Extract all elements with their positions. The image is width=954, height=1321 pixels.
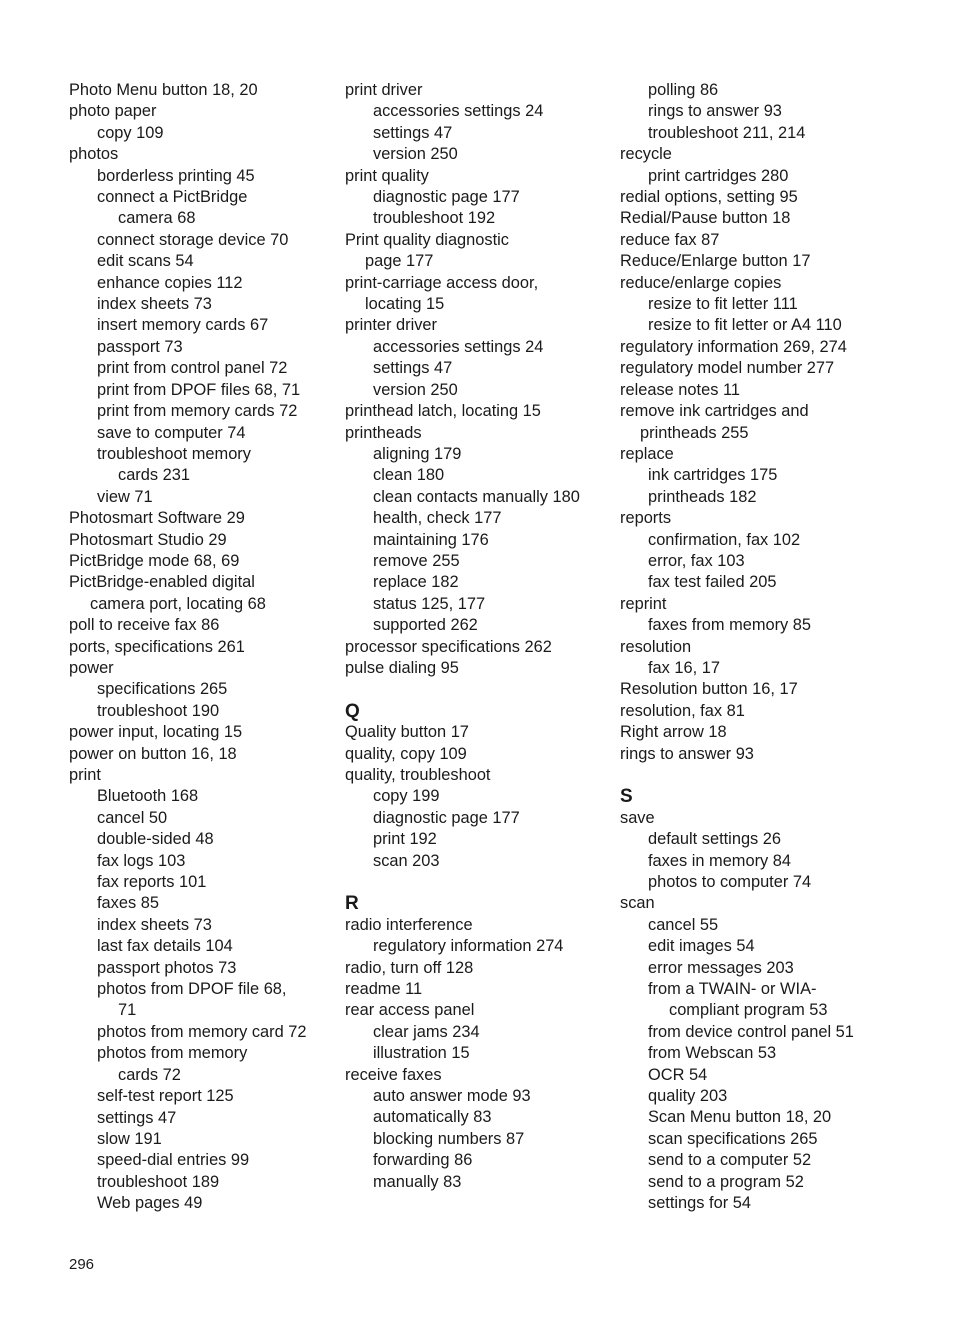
index-entry: power	[69, 658, 114, 677]
index-entry: remove ink cartridges and	[620, 402, 809, 421]
index-entry: power on button 16, 18	[69, 744, 237, 763]
index-subentry: edit images 54	[648, 937, 755, 956]
index-subentry: send to a program 52	[648, 1172, 804, 1191]
index-subentry: photos from memory card 72	[97, 1022, 307, 1041]
index-entry: print	[69, 766, 101, 784]
index-subentry: maintaining 176	[373, 530, 489, 549]
section-spacer	[345, 679, 615, 700]
index-subentry: error messages 203	[648, 958, 794, 977]
index-subentry: troubleshoot 190	[97, 701, 220, 720]
index-subentry: accessories settings 24	[373, 102, 544, 121]
index-subentry: replace 182	[373, 573, 459, 592]
index-entry: photos	[69, 145, 119, 164]
index-entry: printer driver	[345, 316, 437, 335]
index-subentry: default settings 26	[648, 830, 782, 849]
index-subentry: self-test report 125	[97, 1087, 234, 1106]
index-subentry: confirmation, fax 102	[648, 530, 801, 549]
section-letter-heading: S	[620, 786, 633, 808]
index-entry: printhead latch, locating 15	[345, 402, 541, 421]
index-entry: quality, troubleshoot	[345, 765, 491, 784]
index-entry: radio interference	[345, 915, 473, 934]
index-column-2	[345, 80, 615, 1193]
section-letter-heading: Q	[345, 700, 360, 722]
index-subentry: settings 47	[373, 359, 453, 378]
index-subentry: manually 83	[373, 1172, 462, 1191]
index-entry: ports, specifications 261	[69, 637, 245, 656]
index-subentry: send to a computer 52	[648, 1151, 812, 1170]
index-subentry: fax reports 101	[97, 873, 207, 892]
index-subentry: edit scans 54	[97, 252, 194, 271]
index-subentry: polling 86	[648, 81, 719, 99]
index-entry: Right arrow 18	[620, 723, 727, 742]
index-subentry: from device control panel 51	[648, 1022, 854, 1041]
index-entry: printheads	[345, 423, 422, 442]
index-subentry: clean contacts manually 180	[373, 487, 580, 506]
index-subentry: illustration 15	[373, 1044, 470, 1063]
index-subentry: automatically 83	[373, 1108, 492, 1127]
index-subentry: version 250	[373, 145, 458, 164]
index-subentry: print cartridges 280	[648, 166, 789, 185]
index-subentry: photos to computer 74	[648, 873, 812, 892]
index-subentry: passport photos 73	[97, 958, 237, 977]
index-subentry: passport 73	[97, 337, 183, 356]
index-subentry: cards 231	[118, 466, 190, 485]
index-entry: Photo Menu button 18, 20	[69, 81, 258, 99]
index-entry: resolution	[620, 637, 692, 656]
index-subentry: clean 180	[373, 466, 445, 485]
index-subentry: faxes from memory 85	[648, 616, 812, 635]
index-subentry: save to computer 74	[97, 423, 246, 442]
index-subentry: print from DPOF files 68, 71	[97, 380, 301, 399]
index-subentry: faxes 85	[97, 894, 159, 913]
index-entry: release notes 11	[620, 380, 740, 399]
index-subentry: regulatory information 274	[373, 937, 564, 956]
index-subentry: specifications 265	[97, 680, 228, 699]
index-entry: Quality button 17	[345, 723, 469, 742]
index-subentry: print from memory cards 72	[97, 402, 298, 421]
index-subentry: photos from memory	[97, 1044, 248, 1063]
index-subentry: version 250	[373, 380, 458, 399]
index-entry: Photosmart Software 29	[69, 509, 245, 528]
index-subentry: diagnostic page 177	[373, 188, 520, 207]
index-subentry: scan 203	[373, 851, 440, 870]
index-subentry: auto answer mode 93	[373, 1087, 531, 1106]
index-subentry: clear jams 234	[373, 1022, 480, 1041]
section-spacer	[620, 765, 890, 786]
index-subentry: health, check 177	[373, 509, 502, 528]
index-entry: reports	[620, 509, 672, 528]
index-entry: power input, locating 15	[69, 723, 243, 742]
index-subentry: troubleshoot 192	[373, 209, 496, 228]
index-subentry: speed-dial entries 99	[97, 1151, 250, 1170]
index-subentry: compliant program 53	[669, 1001, 828, 1020]
index-subentry: Scan Menu button 18, 20	[648, 1108, 832, 1127]
index-subentry: Bluetooth 168	[97, 787, 199, 806]
index-entry: PictBridge-enabled digital	[69, 573, 255, 592]
index-subentry: faxes in memory 84	[648, 851, 792, 870]
index-subentry: enhance copies 112	[97, 273, 243, 292]
index-subentry: cancel 50	[97, 808, 168, 827]
index-entry: reprint	[620, 594, 667, 613]
index-entry: photo paper	[69, 102, 157, 121]
index-entry: quality, copy 109	[345, 744, 467, 763]
index-subentry: print 192	[373, 830, 437, 849]
index-subentry: index sheets 73	[97, 295, 212, 314]
index-subentry: last fax details 104	[97, 937, 233, 956]
section-spacer	[345, 872, 615, 893]
index-entry: regulatory model number 277	[620, 359, 835, 378]
index-subentry: troubleshoot memory	[97, 444, 251, 463]
index-subentry: quality 203	[648, 1087, 728, 1106]
index-subentry: Web pages 49	[97, 1194, 203, 1213]
page-number: 296	[69, 1256, 95, 1273]
index-entry: Redial/Pause button 18	[620, 209, 791, 228]
index-subentry: aligning 179	[373, 444, 462, 463]
index-subentry: from a TWAIN- or WIA-	[648, 980, 817, 999]
index-subentry: camera 68	[118, 209, 196, 228]
index-subentry: diagnostic page 177	[373, 808, 520, 827]
index-entry-continuation: camera port, locating 68	[90, 594, 266, 613]
index-entry: Reduce/Enlarge button 17	[620, 252, 811, 271]
index-subentry: copy 109	[97, 123, 164, 142]
section-letter-heading: R	[345, 893, 359, 915]
index-subentry: copy 199	[373, 787, 440, 806]
index-entry: print quality	[345, 166, 429, 185]
index-subentry: remove 255	[373, 551, 460, 570]
index-entry: redial options, setting 95	[620, 188, 798, 207]
index-entry: processor specifications 262	[345, 637, 552, 656]
index-entry: recycle	[620, 145, 672, 164]
index-entry: replace	[620, 444, 674, 463]
index-entry-continuation: locating 15	[365, 295, 445, 314]
index-subentry: fax 16, 17	[648, 658, 720, 677]
index-subentry: slow 191	[97, 1129, 162, 1148]
index-subentry: photos from DPOF file 68,	[97, 980, 287, 999]
index-entry: save	[620, 808, 655, 827]
index-subentry: ink cartridges 175	[648, 466, 778, 485]
index-subentry: rings to answer 93	[648, 102, 782, 121]
index-subentry: OCR 54	[648, 1065, 708, 1084]
index-subentry: troubleshoot 211, 214	[648, 123, 806, 142]
index-column-3	[620, 80, 890, 1215]
index-subentry: forwarding 86	[373, 1151, 473, 1170]
index-entry: print-carriage access door,	[345, 273, 539, 292]
index-subentry: settings 47	[97, 1108, 177, 1127]
index-entry: Photosmart Studio 29	[69, 530, 227, 549]
index-subentry: insert memory cards 67	[97, 316, 269, 335]
index-subentry: error, fax 103	[648, 551, 745, 570]
index-subentry: print from control panel 72	[97, 359, 288, 378]
index-subentry: settings 47	[373, 123, 453, 142]
index-subentry: printheads 182	[648, 487, 757, 506]
index-subentry: supported 262	[373, 616, 478, 635]
index-entry: pulse dialing 95	[345, 658, 459, 677]
index-entry: scan	[620, 894, 655, 913]
index-entry: PictBridge mode 68, 69	[69, 551, 240, 570]
index-subentry: fax logs 103	[97, 851, 186, 870]
index-subentry: double-sided 48	[97, 830, 214, 849]
index-entry: Resolution button 16, 17	[620, 680, 798, 699]
index-subentry: index sheets 73	[97, 915, 212, 934]
index-subentry: resize to fit letter 111	[648, 295, 798, 314]
index-entry: readme 11	[345, 980, 423, 999]
index-subentry: from Webscan 53	[648, 1044, 777, 1063]
index-subentry: fax test failed 205	[648, 573, 777, 592]
index-subentry: connect a PictBridge	[97, 188, 248, 207]
index-subentry: view 71	[97, 487, 153, 506]
index-entry: reduce fax 87	[620, 230, 720, 249]
index-subentry: settings for 54	[648, 1194, 751, 1213]
index-entry: reduce/enlarge copies	[620, 273, 782, 292]
index-column-1	[69, 80, 339, 1215]
index-entry: print driver	[345, 81, 423, 99]
index-entry: poll to receive fax 86	[69, 616, 220, 635]
index-subentry: resize to fit letter or A4 110	[648, 316, 842, 335]
index-entry: resolution, fax 81	[620, 701, 745, 720]
index-subentry: accessories settings 24	[373, 337, 544, 356]
index-subentry: scan specifications 265	[648, 1129, 818, 1148]
index-subentry: troubleshoot 189	[97, 1172, 220, 1191]
index-subentry: borderless printing 45	[97, 166, 255, 185]
index-entry: rear access panel	[345, 1001, 475, 1020]
index-entry: regulatory information 269, 274	[620, 337, 847, 356]
index-entry: rings to answer 93	[620, 744, 754, 763]
index-entry-continuation: page 177	[365, 252, 434, 271]
index-subentry: status 125, 177	[373, 594, 486, 613]
index-entry: receive faxes	[345, 1065, 442, 1084]
index-entry-continuation: printheads 255	[640, 423, 749, 442]
index-subentry: cards 72	[118, 1065, 181, 1084]
index-entry: radio, turn off 128	[345, 958, 474, 977]
index-subentry: connect storage device 70	[97, 230, 289, 249]
index-entry: Print quality diagnostic	[345, 230, 509, 249]
index-subentry: 71	[118, 1001, 137, 1020]
index-subentry: cancel 55	[648, 915, 719, 934]
index-subentry: blocking numbers 87	[373, 1129, 525, 1148]
